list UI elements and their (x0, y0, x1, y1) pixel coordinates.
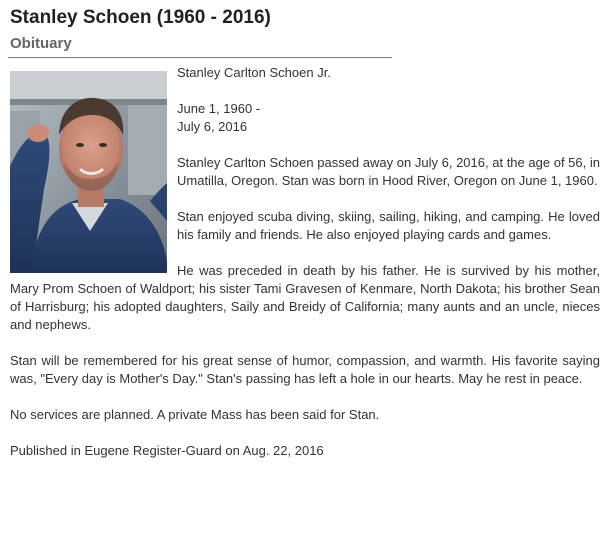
birth-date: June 1, 1960 - (177, 101, 261, 116)
obituary-paragraph: Stanley Carlton Schoen passed away on July 6, 2016, at the age of 56, in Umatilla, Oregon. Stan was born in Hood River, Oregon on June 1, 1960. (177, 155, 600, 188)
title-divider (8, 57, 392, 58)
death-date: July 6, 2016 (177, 119, 248, 134)
photo-spacer (10, 64, 167, 276)
page-title: Stanley Schoen (1960 - 2016) (10, 7, 271, 28)
page-subtitle: Obituary (10, 35, 72, 52)
obituary-paragraph: No services are planned. A private Mass has been said for Stan. (10, 407, 380, 422)
obituary-body (10, 64, 600, 478)
publication-note: Published in Eugene Register-Guard on Aug. 22, 2016 (10, 443, 324, 458)
obituary-paragraph: Stan will be remembered for his great sense of humor, compassion, and warmth. His favorite saying was, "Every day is Mother's Day." Stan's passing has left a hole in our hearts. May he rest in peace. (10, 353, 600, 386)
obituary-paragraph: He was preceded in death by his father. He is survived by his mother, Mary Prom Schoen of Waldport; his sister Tami Gravesen of Kenmare, North Dakota; his brother Sean of Harrisburg; his adopted daughters, Saily and Breidy of California; many aunts and an uncle, nieces and nephews. (10, 263, 600, 332)
obituary-paragraph: Stan enjoyed scuba diving, skiing, sailing, hiking, and camping. He loved his family and friends. He also enjoyed playing cards and games. (177, 209, 600, 242)
full-name: Stanley Carlton Schoen Jr. (177, 65, 331, 80)
